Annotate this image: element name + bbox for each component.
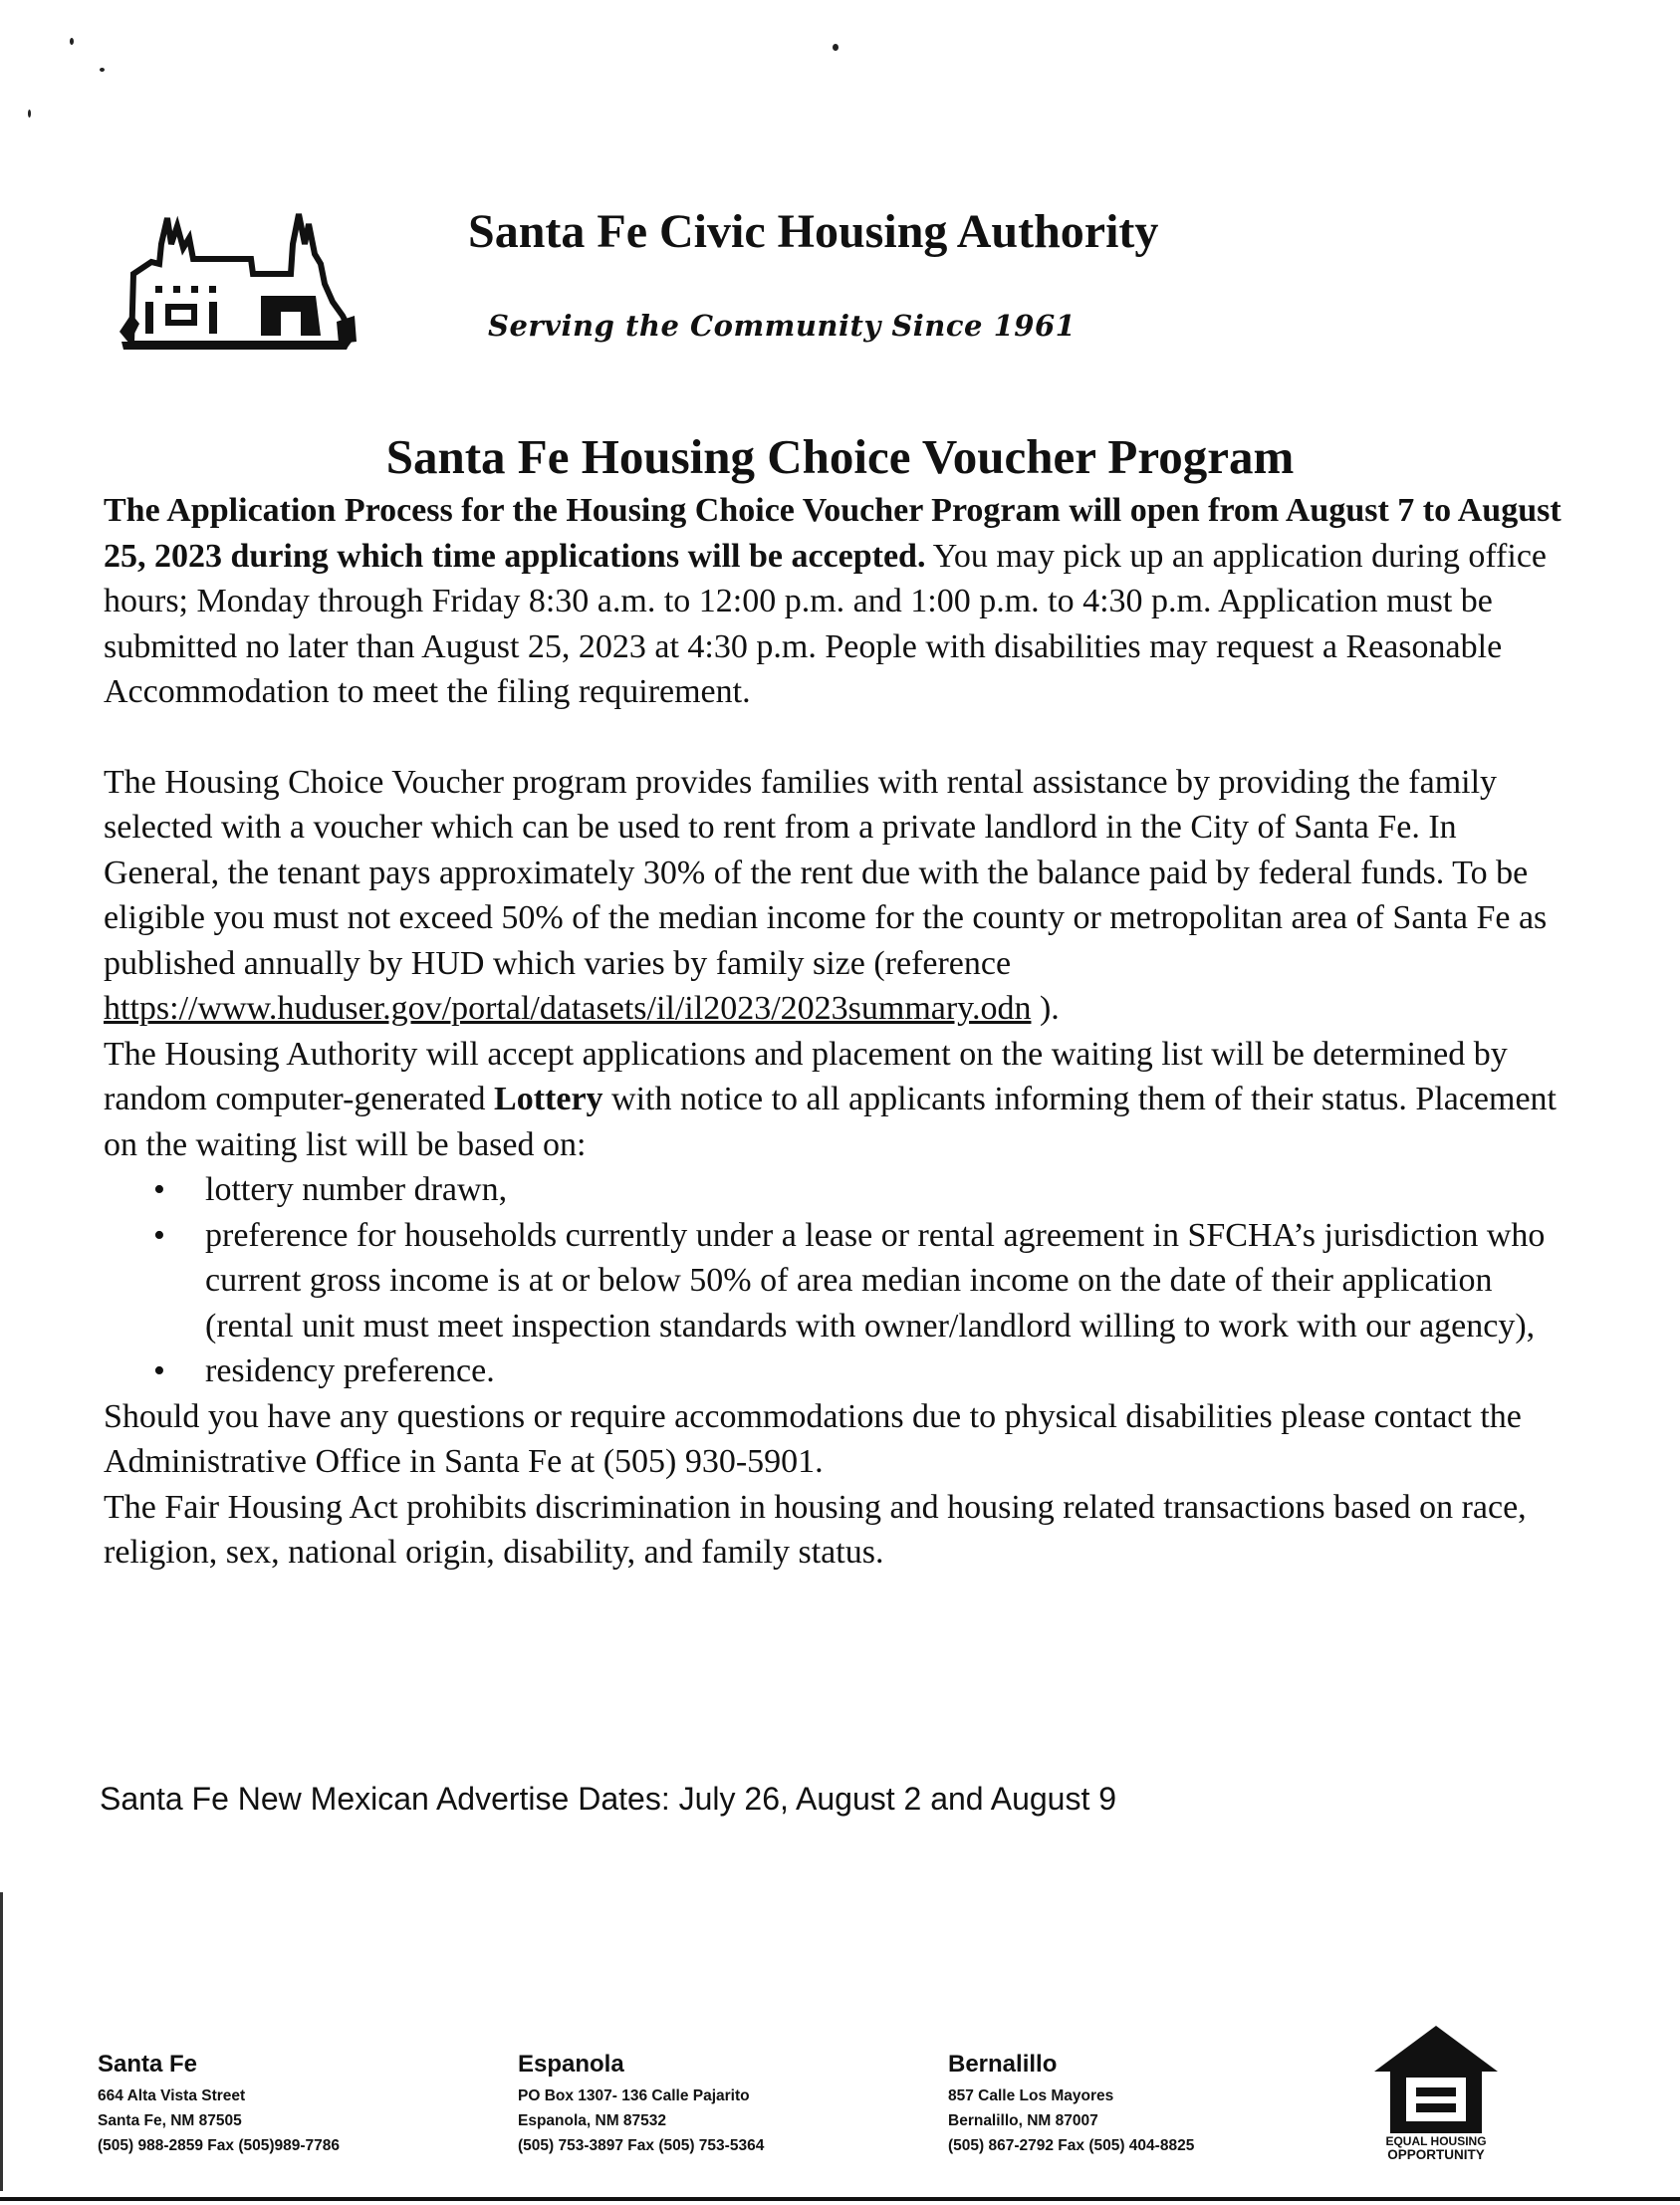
- org-name: Santa Fe Civic Housing Authority: [468, 205, 1159, 258]
- office-address-line2: Bernalillo, NM 87007: [948, 2112, 1098, 2129]
- program-description-text: The Housing Choice Voucher program provides families with rental assistance by providing the family selected with a voucher which can be used to rent from a private landlord in the City of Santa Fe. In General, the tenant pays approximately 30% of the rent due with the balance paid by federal funds. To be eligible you must not exceed 50% of the median income for the county or metropolitan area of Santa Fe as published annually by HUD which varies by family size (reference: [104, 763, 1548, 982]
- contact-paragraph: Should you have any questions or require accommodations due to physical disabilities please contact the Administrative Office in Santa Fe at (505) 930-5901.: [104, 1397, 1522, 1480]
- lottery-paragraph: [104, 1032, 1577, 1168]
- scan-speck: [28, 110, 31, 118]
- placement-criteria-list: [104, 1167, 1577, 1394]
- link-closing-text: ).: [1031, 990, 1060, 1027]
- scan-speck: [100, 68, 105, 72]
- office-name: Bernalillo: [948, 2051, 1058, 2078]
- application-dates-bold: The Application Process for the Housing Choice Voucher Program will open from August 7 to August 25, 2023 during which time applications will be accepted.: [104, 492, 1561, 575]
- list-item: • residency preference.: [205, 1348, 1577, 1394]
- office-bernalillo: [948, 2050, 1194, 2158]
- office-address-line2: Espanola, NM 87532: [518, 2112, 667, 2129]
- program-description-paragraph: [104, 760, 1577, 1032]
- scan-speck: [70, 38, 74, 45]
- list-item: • lottery number drawn,: [205, 1167, 1577, 1213]
- list-item: • preference for households currently under a lease or rental agreement in SFCHA’s jurisdiction who current gross income is at or below 50% of area median income on the date of their application (rental unit must meet inspection standards with owner/landlord willing to work with our agency),: [205, 1213, 1577, 1349]
- bottom-border: [0, 2197, 1680, 2201]
- office-santa-fe: [98, 2050, 340, 2158]
- lottery-text-before: The Housing Authority will accept applications and placement on the waiting list will be determined by random computer-generated: [104, 1035, 1508, 1117]
- office-address-line2: Santa Fe, NM 87505: [98, 2112, 242, 2129]
- office-hours-text: You may pick up an application during office hours; Monday through Friday 8:30 a.m. to 12:00 p.m. and 1:00 p.m. to 4:30 p.m. Application must be submitted no later than August 25, 2023 at 4:30 p.m. People with disabilities may request a Reasonable Accommodation to meet the filing requirement.: [104, 537, 1548, 710]
- office-address-line1: 664 Alta Vista Street: [98, 2087, 246, 2104]
- pueblo-building-logo-icon: [112, 204, 360, 354]
- application-paragraph: [104, 488, 1577, 715]
- advertise-dates: Santa Fe New Mexican Advertise Dates: July 26, August 2 and August 9: [100, 1781, 1117, 1817]
- lottery-bold: Lottery: [494, 1081, 603, 1117]
- equal-housing-opportunity-icon: [1370, 2022, 1502, 2163]
- office-name: Espanola: [518, 2051, 624, 2078]
- office-address-line1: 857 Calle Los Mayores: [948, 2087, 1114, 2104]
- office-espanola: [518, 2050, 764, 2158]
- lottery-text-after: with notice to all applicants informing them of their status. Placement on the waiting list will be based on:: [104, 1081, 1557, 1163]
- office-phones: (505) 753-3897 Fax (505) 753-5364: [518, 2137, 765, 2154]
- fair-housing-paragraph: The Fair Housing Act prohibits discrimination in housing and housing related transactions based on race, religion, sex, national origin, disability, and family status.: [104, 1488, 1527, 1571]
- office-phones: (505) 988-2859 Fax (505)989-7786: [98, 2137, 341, 2154]
- eho-line1: EQUAL HOUSING: [1385, 2134, 1487, 2148]
- scan-speck: [833, 44, 839, 51]
- notice-body: [104, 488, 1577, 1576]
- tagline: Serving the Community Since 1961: [488, 309, 1077, 343]
- office-address-line1: PO Box 1307- 136 Calle Pajarito: [518, 2087, 750, 2104]
- eho-line2: OPPORTUNITY: [1387, 2147, 1485, 2162]
- office-name: Santa Fe: [98, 2051, 198, 2078]
- office-phones: (505) 867-2792 Fax (505) 404-8825: [948, 2137, 1195, 2154]
- scan-edge-line: [0, 1892, 3, 2191]
- huduser-link[interactable]: https://www.huduser.gov/portal/datasets/il/il2023/2023summary.odn: [104, 990, 1032, 1027]
- page-title: Santa Fe Housing Choice Voucher Program: [385, 429, 1295, 484]
